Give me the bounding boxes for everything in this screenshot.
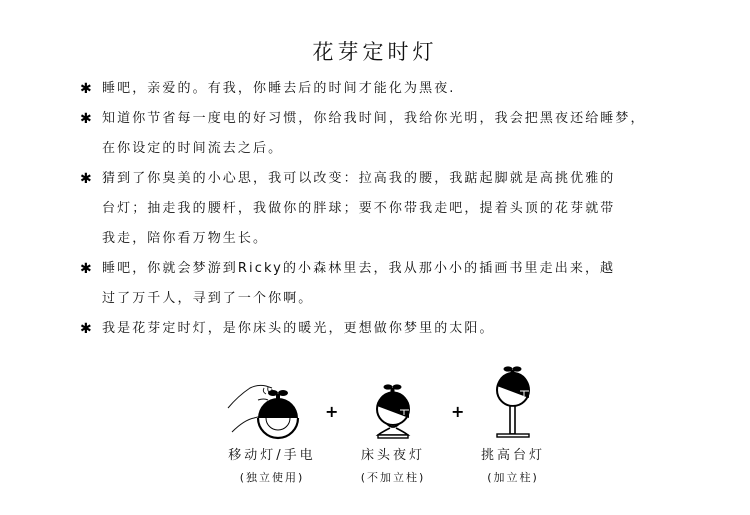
product-name: 床头夜灯: [360, 448, 425, 463]
plus-icon: +: [325, 402, 339, 421]
product-note: (独立使用): [239, 471, 305, 484]
feature-text-line: 我走，陪你看万物生长。: [102, 231, 269, 246]
page-title: 花芽定时灯: [312, 40, 438, 64]
product-label-tall: [463, 444, 563, 485]
feature-text-line: 睡吧，亲爱的。有我，你睡去后的时间才能化为黑夜.: [102, 81, 456, 96]
asterisk-bullet-icon: ✱: [80, 171, 94, 187]
product-hand-held-lamp: [220, 372, 325, 440]
product-modes: [0, 360, 750, 500]
product-bedside-lamp: [368, 382, 418, 442]
feature-item: [80, 74, 700, 104]
feature-text-line: 过了万千人，寻到了一个你啊。: [102, 291, 314, 306]
product-label-hand-held: [217, 444, 327, 485]
plus-icon: +: [451, 402, 465, 421]
feature-item: [80, 254, 700, 314]
asterisk-bullet-icon: ✱: [80, 321, 94, 337]
feature-text-line: 在你设定的时间流去之后。: [102, 141, 284, 156]
feature-list: [80, 74, 700, 344]
feature-text-line: 猜到了你臭美的小心思，我可以改变：拉高我的腰，我踮起脚就是高挑优雅的: [102, 171, 616, 186]
product-tall-table-lamp: [488, 364, 538, 440]
product-label-bedside: [343, 444, 443, 485]
tall-table-lamp-icon: [488, 364, 538, 440]
product-note: (加立柱): [487, 471, 539, 484]
bedside-night-lamp-icon: [368, 382, 418, 442]
asterisk-bullet-icon: ✱: [80, 111, 94, 127]
feature-item: [80, 104, 700, 164]
feature-text-line: 我是花芽定时灯，是你床头的暖光，更想做你梦里的太阳。: [102, 321, 495, 336]
feature-text-line: 知道你节省每一度电的好习惯，你给我时间，我给你光明，我会把黑夜还给睡梦，: [102, 111, 646, 126]
product-note: (不加立柱): [360, 471, 426, 484]
feature-text-line: 台灯；抽走我的腰杆，我做你的胖球；要不你带我走吧，提着头顶的花芽就带: [102, 201, 616, 216]
feature-text-line: 睡吧，你就会梦游到Ricky的小森林里去，我从那小小的插画书里走出来，越: [102, 261, 616, 276]
product-name: 挑高台灯: [480, 448, 545, 463]
asterisk-bullet-icon: ✱: [80, 81, 94, 97]
feature-item: [80, 314, 700, 344]
feature-item: [80, 164, 700, 254]
product-name: 移动灯/手电: [228, 448, 316, 463]
asterisk-bullet-icon: ✱: [80, 261, 94, 277]
hand-held-lamp-icon: [220, 372, 325, 440]
